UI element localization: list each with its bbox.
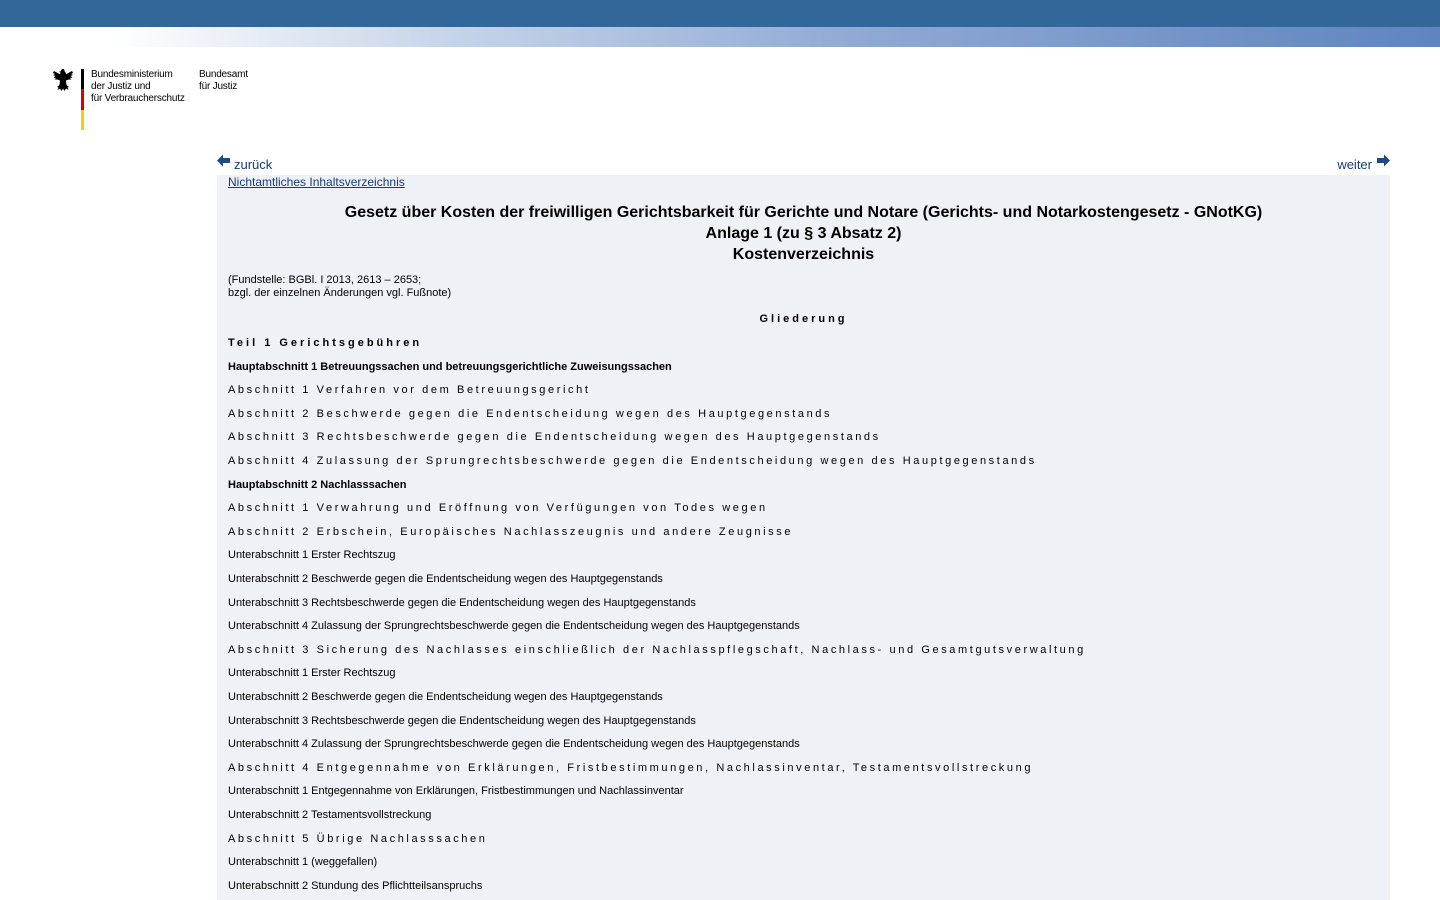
outline-item-abschnitt: Abschnitt 1 Verwahrung und Eröffnung von Verfügungen von Todes wegen [228,502,768,515]
outline-item-unter: Unterabschnitt 2 Stundung des Pflichtteilsanspruchs [228,879,483,892]
title-line-2: Anlage 1 (zu § 3 Absatz 2) [705,225,902,242]
outline-item-abschnitt: Abschnitt 4 Zulassung der Sprungrechtsbeschwerde gegen die Endentscheidung wegen des Hauptgegenstands [228,455,1037,467]
title-line-3: Kostenverzeichnis [732,246,875,263]
fundstelle-line-1: (Fundstelle: BGBl. I 2013, 2613 – 2653; [228,274,422,286]
top-banner-bar [0,0,1440,27]
ministry-name: Bundesministerium der Justiz und für Verbraucherschutz [91,69,185,104]
page-navigation [217,154,1390,174]
outline-item-unter: Unterabschnitt 1 Erster Rechtszug [228,549,396,562]
title-line-1: Gesetz über Kosten der freiwilligen Gerichtsbarkeit für Gerichte und Notare (Gerichts- und Notarkostengesetz - GNotKG) [344,204,1263,221]
ministry-logo[interactable] [52,68,312,132]
outline-item-unter: Unterabschnitt 1 Entgegennahme von Erklärungen, Fristbestimmungen und Nachlassinventar [228,785,684,798]
flag-gold-stripe [81,110,84,130]
fundstelle-line-2: bzgl. der einzelnen Änderungen vgl. Fußnote) [228,287,452,299]
outline-item-abschnitt: Abschnitt 1 Verfahren vor dem Betreuungsgericht [228,384,591,397]
outline-item-abschnitt: Abschnitt 2 Beschwerde gegen die Endentscheidung wegen des Hauptgegenstands [228,407,833,420]
outline-item-abschnitt: Abschnitt 3 Rechtsbeschwerde gegen die Endentscheidung wegen des Hauptgegenstands [228,431,881,444]
outline-item-unter: Unterabschnitt 1 (weggefallen) [228,856,378,869]
arrow-right-icon [1377,154,1390,167]
back-link[interactable] [217,154,273,172]
outline-item-teil: Teil 1 Gerichtsgebühren [228,337,423,349]
flag-black-stripe [81,69,84,89]
outline-item-abschnitt: Abschnitt 4 Entgegennahme von Erklärungen, Fristbestimmungen, Nachlassinventar, Testamentsvollstreckung [228,761,1034,774]
outline-item-abschnitt: Abschnitt 2 Erbschein, Europäisches Nachlasszeugnis und andere Zeugnisse [228,525,794,538]
outline-item-unter: Unterabschnitt 4 Zulassung der Sprungrechtsbeschwerde gegen die Endentscheidung wegen des Hauptgegenstands [228,620,800,633]
outline-item-unter: Unterabschnitt 2 Beschwerde gegen die Endentscheidung wegen des Hauptgegenstands [228,573,663,585]
outline-item-unter: Unterabschnitt 1 Erster Rechtszug [228,667,396,680]
federal-eagle-icon [52,68,74,92]
fundstelle-note [228,274,451,300]
document-content [217,175,1390,900]
outline-item-abschnitt: Abschnitt 3 Sicherung des Nachlasses einschließlich der Nachlasspflegschaft, Nachlass- und Gesamtgutsverwaltung [228,643,1086,656]
outline-item-unter: Unterabschnitt 3 Rechtsbeschwerde gegen die Endentscheidung wegen des Hauptgegenstands [228,714,696,727]
outline-item-haupt: Hauptabschnitt 2 Nachlasssachen [228,478,407,491]
arrow-left-icon [217,154,230,167]
table-of-contents-link[interactable]: Nichtamtliches Inhaltsverzeichnis [228,175,405,189]
flag-red-stripe [81,89,84,109]
outline-item-abschnitt: Abschnitt 5 Übrige Nachlasssachen [228,832,488,845]
office-name: Bundesamt für Justiz [199,69,248,92]
forward-label[interactable]: weiter [1337,157,1372,172]
gradient-banner-bar [0,27,1440,47]
german-flag-stripe [81,69,84,130]
document-title [217,202,1390,265]
outline-item-unter: Unterabschnitt 4 Zulassung der Sprungrechtsbeschwerde gegen die Endentscheidung wegen des Hauptgegenstands [228,738,800,751]
outline-item-unter: Unterabschnitt 2 Beschwerde gegen die Endentscheidung wegen des Hauptgegenstands [228,691,663,703]
back-label[interactable]: zurück [234,157,273,172]
outline-item-unter: Unterabschnitt 3 Rechtsbeschwerde gegen die Endentscheidung wegen des Hauptgegenstands [228,596,696,609]
gliederung-heading: Gliederung [759,313,848,325]
outline-item-haupt: Hauptabschnitt 1 Betreuungssachen und betreuungsgerichtliche Zuweisungssachen [228,360,672,373]
outline-item-unter: Unterabschnitt 2 Testamentsvollstreckung [228,809,432,821]
